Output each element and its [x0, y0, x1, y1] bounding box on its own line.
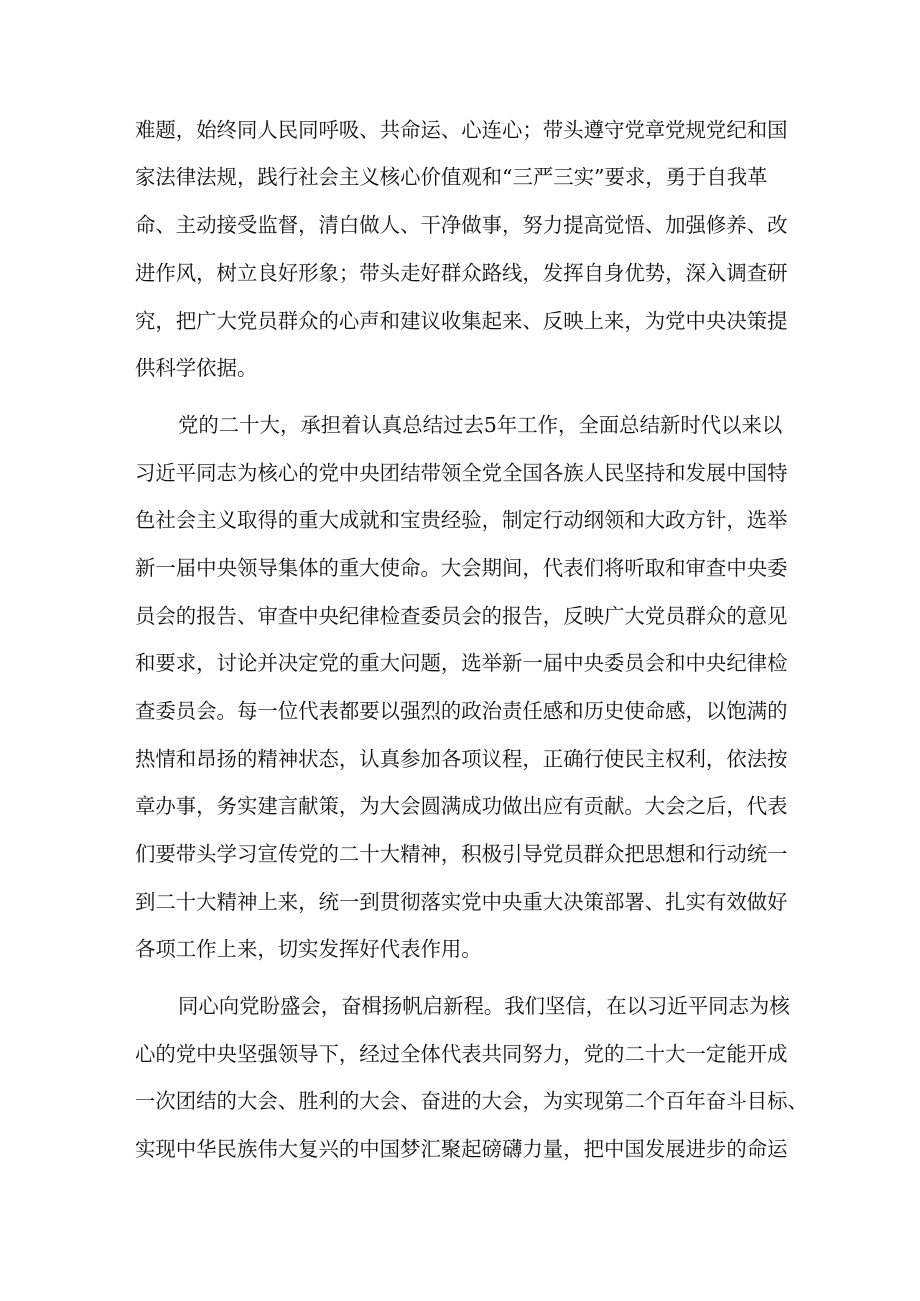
text-line: 习近平同志为核心的党中央团结带领全党全国各族人民坚持和发展中国特 [135, 461, 788, 485]
text-line: 查委员会。每一位代表都要以强烈的政治责任感和历史使命感，以饱满的 [135, 699, 788, 723]
text-line: 心的党中央坚强领导下，经过全体代表共同努力，党的二十大一定能开成 [135, 1042, 788, 1066]
text-line: 色社会主义取得的重大成就和宝贵经验，制定行动纲领和大政方针，选举 [135, 508, 788, 532]
text-line: 实现中华民族伟大复兴的中国梦汇聚起磅礴力量，把中国发展进步的命运 [135, 1137, 788, 1161]
text-line: 难题，始终同人民同呼吸、共命运、心连心；带头遵守党章党规党纪和国 [135, 118, 788, 142]
text-line: 同心向党盼盛会，奋楫扬帆启新程。我们坚信，在以习近平同志为核 [178, 994, 790, 1018]
text-line: 新一届中央领导集体的重大使命。大会期间，代表们将听取和审查中央委 [135, 556, 788, 580]
text-line: 和要求，讨论并决定党的重大问题，选举新一届中央委员会和中央纪律检 [135, 651, 788, 675]
text-line: 们要带头学习宣传党的二十大精神，积极引导党员群众把思想和行动统一 [135, 842, 788, 866]
text-line: 一次团结的大会、胜利的大会、奋进的大会，为实现第二个百年奋斗目标、 [135, 1089, 808, 1113]
text-line: 员会的报告、审查中央纪律检查委员会的报告，反映广大党员群众的意见 [135, 604, 788, 628]
text-line: 各项工作上来，切实发挥好代表作用。 [135, 937, 482, 961]
text-line: 热情和昂扬的精神状态，认真参加各项议程，正确行使民主权利，依法按 [135, 747, 788, 771]
text-line: 党的二十大，承担着认真总结过去5年工作，全面总结新时代以来以 [178, 413, 783, 437]
text-line: 章办事，务实建言献策，为大会圆满成功做出应有贡献。大会之后，代表 [135, 794, 788, 818]
text-line: 命、主动接受监督，清白做人、干净做事，努力提高觉悟、加强修养、改 [135, 213, 788, 237]
text-line: 究，把广大党员群众的心声和建议收集起来、反映上来，为党中央决策提 [135, 309, 788, 333]
text-line: 到二十大精神上来，统一到贯彻落实党中央重大决策部署、扎实有效做好 [135, 890, 788, 914]
text-line: 家法律法规，践行社会主义核心价值观和“三严三实”要求，勇于自我革 [135, 165, 768, 189]
text-line: 进作风，树立良好形象；带头走好群众路线，发挥自身优势，深入调查研 [135, 261, 788, 285]
text-line: 供科学依据。 [135, 356, 258, 380]
